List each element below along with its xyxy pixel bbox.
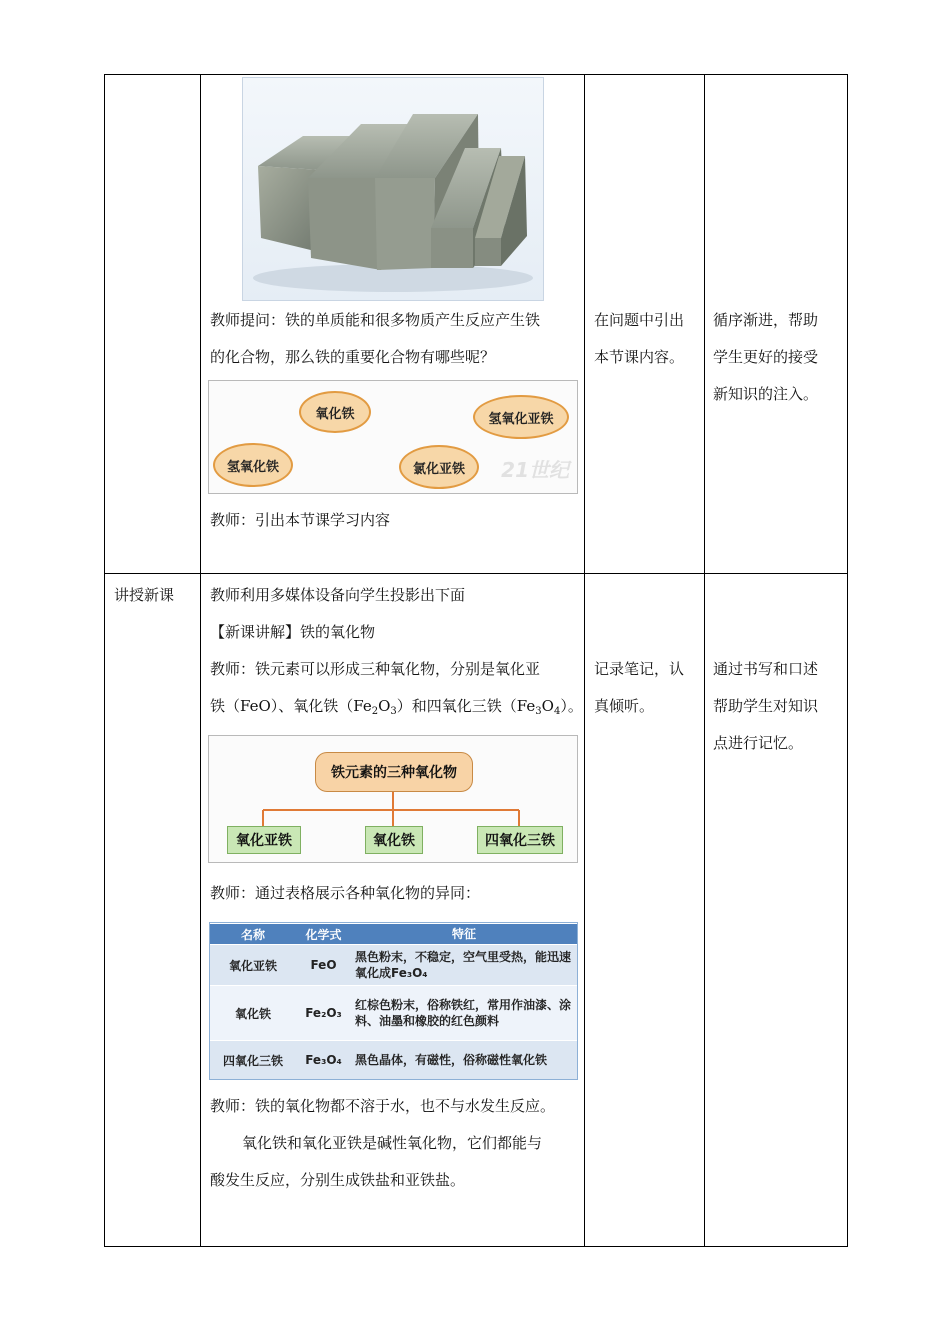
bubble-ferric-hydroxide: 氢氧化铁 [213, 443, 293, 487]
table-row [210, 985, 577, 1040]
column-divider-3 [704, 74, 705, 1247]
table-row [210, 944, 577, 985]
sub-3b: 3 [535, 706, 542, 717]
design-intent-r2-line2: 帮助学生对知识 [713, 697, 819, 715]
header-name: 名称 [240, 927, 265, 942]
header-formula: 化学式 [305, 927, 342, 942]
tree-root-node: 铁元素的三种氧化物 [315, 752, 473, 792]
column-divider-2 [584, 74, 585, 1247]
design-intent-r1-line1: 循序渐进，帮助 [713, 311, 819, 329]
bubble-ferrous-hydroxide: 氢氧化亚铁 [473, 395, 569, 439]
note-line1: 教师：铁的氧化物都不溶于水，也不与水发生反应。 [210, 1097, 556, 1115]
stage-label: 讲授新课 [114, 586, 175, 604]
lesson-line4 [210, 696, 583, 716]
design-intent-r1-line2: 学生更好的接受 [713, 348, 819, 366]
teacher-question-line2: 的化合物，那么铁的重要化合物有哪些呢？ [210, 348, 496, 366]
table-row-divider [104, 573, 848, 574]
lesson-line4-part-e: ）。 [560, 697, 583, 715]
cell-formula: Fe₃O₄ [305, 1053, 342, 1067]
note-line3: 酸发生反应，分别生成铁盐和亚铁盐。 [210, 1171, 466, 1189]
student-activity-r2-line2: 真倾听。 [594, 697, 655, 715]
table-left-border [104, 74, 105, 1247]
oxides-tree-figure [208, 735, 578, 863]
cell-formula: FeO [310, 958, 337, 972]
student-activity-r1-line2: 本节课内容。 [594, 348, 685, 366]
table-header-row [210, 923, 577, 944]
iron-bars-photo [242, 77, 544, 301]
figure-watermark: 21世纪 [501, 458, 569, 482]
student-activity-r2-line1: 记录笔记，认 [594, 660, 685, 678]
sub-3: 3 [390, 706, 397, 717]
cell-feature: 黑色晶体，有磁性，俗称磁性氧化铁 [355, 1053, 548, 1067]
column-divider-1 [200, 74, 201, 1247]
table-top-border [104, 74, 848, 75]
cell-name: 氧化亚铁 [228, 958, 277, 973]
table-right-border [847, 74, 848, 1247]
bubble-ferrous-chloride: 氯化亚铁 [399, 445, 479, 489]
iron-bars-illustration [243, 78, 543, 300]
tree-leaf-ferrous-oxide: 氧化亚铁 [227, 826, 301, 854]
table-bottom-border [104, 1246, 848, 1247]
lesson-line4-part-a: 铁（FeO）、氧化铁（Fe [210, 697, 372, 715]
design-intent-r1-line3: 新知识的注入。 [713, 385, 819, 403]
design-intent-r2-line3: 点进行记忆。 [713, 734, 804, 752]
tree-leaf-ferroferric-oxide: 四氧化三铁 [477, 826, 563, 854]
lesson-line1: 教师利用多媒体设备向学生投影出下面 [210, 586, 466, 604]
student-activity-r1-line1: 在问题中引出 [594, 311, 685, 329]
sub-2: 2 [371, 706, 379, 717]
lesson-line3: 教师：铁元素可以形成三种氧化物，分别是氧化亚 [210, 660, 541, 678]
tree-leaf-ferric-oxide: 氧化铁 [365, 826, 423, 854]
cell-feature: 红棕色粉末，俗称铁红，常用作油漆、涂料、油墨和橡胶的红色颜料 [355, 998, 572, 1028]
teacher-intro-line: 教师：引出本节课学习内容 [210, 511, 391, 529]
bubble-ferric-oxide: 氧化铁 [299, 391, 371, 433]
teacher-question-line1: 教师提问：铁的单质能和很多物质产生反应产生铁 [210, 311, 541, 329]
lesson-line4-part-b: O [378, 697, 391, 715]
iron-compounds-figure [208, 380, 578, 494]
table-intro-line: 教师：通过表格展示各种氧化物的异同： [210, 884, 481, 902]
design-intent-r2-line1: 通过书写和口述 [713, 660, 819, 678]
lesson-line4-part-c: ）和四氧化三铁（Fe [396, 697, 536, 715]
note-line2: 氧化铁和氧化亚铁是碱性氧化物，它们都能与 [242, 1134, 543, 1152]
cell-name: 氧化铁 [234, 1006, 271, 1021]
header-feature: 特征 [451, 927, 476, 941]
lesson-line4-part-d: O [541, 697, 554, 715]
table-row [210, 1040, 577, 1079]
cell-feature: 黑色粉末，不稳定，空气里受热，能迅速氧化成Fe₃O₄ [355, 950, 572, 980]
cell-formula: Fe₂O₃ [305, 1006, 342, 1020]
sub-4: 4 [553, 706, 561, 717]
cell-name: 四氧化三铁 [222, 1053, 283, 1068]
oxides-comparison-table [209, 922, 578, 1080]
lesson-line2: 【新课讲解】铁的氧化物 [210, 623, 376, 641]
